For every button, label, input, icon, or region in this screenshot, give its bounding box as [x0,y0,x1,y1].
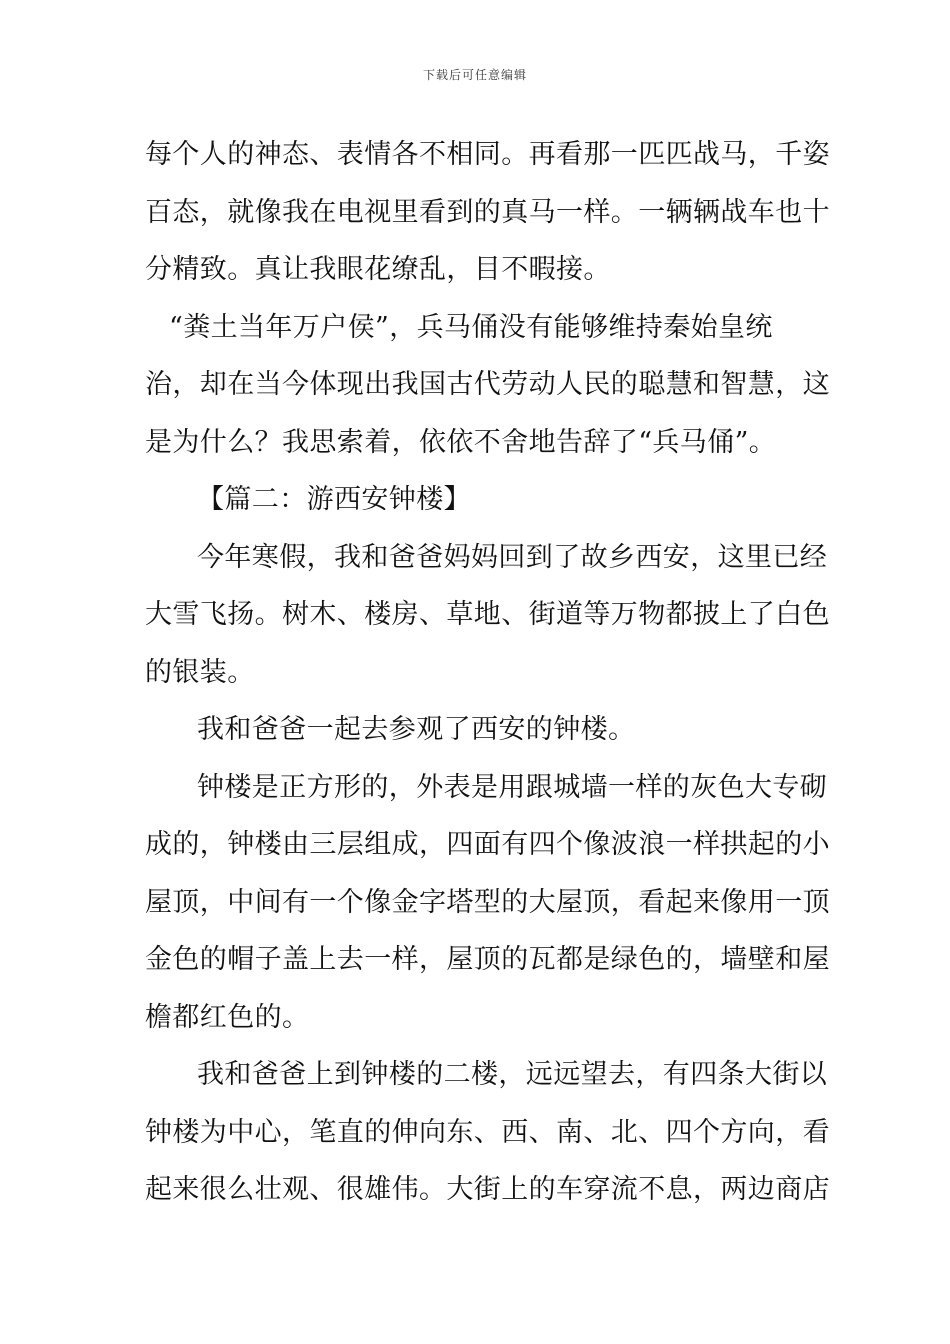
paragraph-line: 钟楼是正方形的，外表是用跟城墙一样的灰色大专砌 [197,771,828,803]
section-heading: 【篇二：游西安钟楼】 [197,484,471,515]
paragraph-line: 钟楼为中心，笔直的伸向东、西、南、北、四个方向，看 [145,1116,830,1148]
paragraph-line: 金色的帽子盖上去一样，屋顶的瓦都是绿色的，墙壁和屋 [145,944,830,975]
paragraph-line: 屋顶，中间有一个像金字塔型的大屋顶，看起来像用一顶 [145,886,830,918]
paragraph-line: 成的，钟楼由三层组成，四面有四个像波浪一样拱起的小 [145,829,830,860]
page-header: 下载后可任意编辑 [422,68,527,82]
paragraph-line: “粪土当年万户侯”，兵马俑没有能够维持秦始皇统 [169,311,773,343]
paragraph-line: 大雪飞扬。树木、楼房、草地、街道等万物都披上了白色 [145,599,830,630]
paragraph-line: 是为什么？我思索着，依依不舍地告辞了“兵马俑”。 [145,426,777,458]
paragraph-line: 百态，就像我在电视里看到的真马一样。一辆辆战车也十 [145,196,830,228]
paragraph-line: 今年寒假，我和爸爸妈妈回到了故乡西安，这里已经 [197,541,828,573]
paragraph-line: 的银装。 [145,656,255,688]
paragraph-line: 我和爸爸一起去参观了西安的钟楼。 [197,714,636,745]
paragraph-line: 分精致。真让我眼花缭乱，目不暇接。 [145,254,611,285]
paragraph-line: 檐都红色的。 [145,1001,310,1033]
document-body [145,126,830,1219]
paragraph-line: 治，却在当今体现出我国古代劳动人民的聪慧和智慧，这 [145,369,830,400]
paragraph-line: 起来很么壮观、很雄伟。大街上的车穿流不息，两边商店 [145,1174,830,1205]
paragraph-line: 每个人的神态、表情各不相同。再看那一匹匹战马，千姿 [145,139,830,170]
paragraph-line: 我和爸爸上到钟楼的二楼，远远望去，有四条大街以 [197,1059,828,1090]
